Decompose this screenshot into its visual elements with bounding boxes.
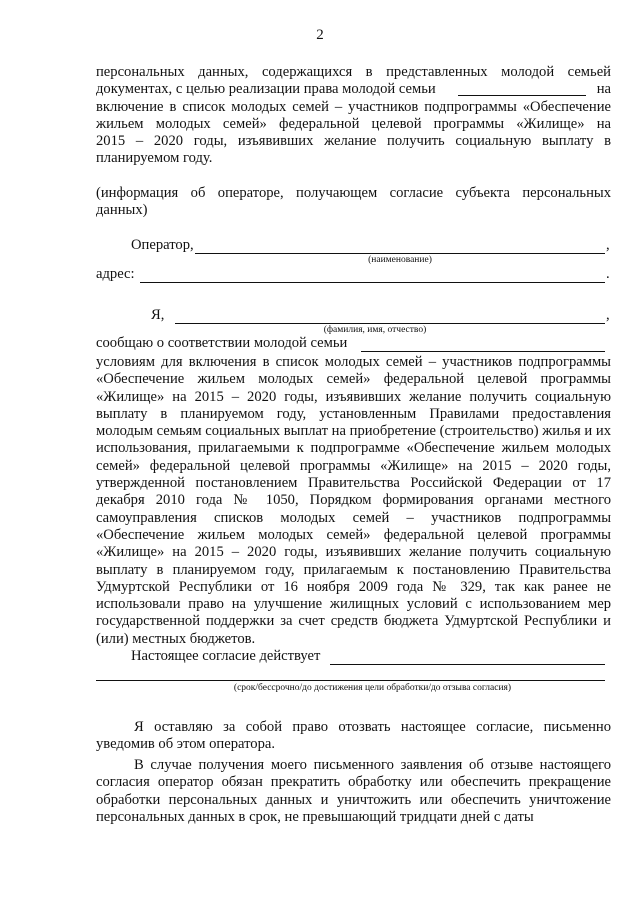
revoke-paragraph <box>96 719 611 754</box>
para1-line-1: персональных данных, содержащихся в представленных молодой семьей <box>96 64 611 80</box>
address-blank-line <box>140 282 605 283</box>
conditions-paragraph: условиям для включения в список молодых семей – участников подпрограммы «Обеспечение жильем молодых семей» федеральной целевой программы «Жилище» на 2015 – 2020 годы, изъявивших желание получить социальную выплату в планируемом году, установленным Правилами предоставления молодым семьям социальных выплат на приобретение (строительство) жилья и их использования, прилагаемыми к подпрограмме «Обеспечение жильем молодых семей» федеральной целевой программы «Жилище» на 2015 – 2020 годы, утвержденной постановлением Правительства Российской Федерации от 17 декабря 2010 года № 1050, Порядком формирования органами местного самоуправления списков молодых семей – участников подпрограммы «Обеспечение жильем молодых семей» федеральной целевой программы «Жилище» на 2015 – 2020 годы, изъявивших желание получить социальную выплату в планируемом году, прилагаемым к постановлению Правительства Удмуртской Республики от 16 ноября 2009 года № 329, так как ранее не использовали право на улучшение жилищных условий с использованием мер государственной поддержки за счет средств бюджета Удмуртской Республики и (или) местных бюджетов. <box>96 354 611 647</box>
soobshchayu-text: сообщаю о соответствии молодой семьи <box>96 335 348 351</box>
validity-label: Настоящее согласие действует <box>131 648 321 664</box>
ya-label: Я, <box>151 307 165 323</box>
operator-comma: , <box>606 237 610 253</box>
validity-blank-line-2 <box>96 680 605 681</box>
consent-paragraph-1 <box>96 64 611 168</box>
validity-blank-line <box>330 664 605 665</box>
operator-blank-line <box>195 253 605 254</box>
para1-line-2 <box>96 81 611 98</box>
family-name-blank-line <box>458 95 586 96</box>
fio-blank-line <box>175 323 605 324</box>
withdrawal-paragraph <box>96 757 611 826</box>
operator-info: (информация об операторе, получающем согласие субъекта персональных данных) <box>96 185 611 219</box>
revoke-paragraph-text: Я оставляю за собой право отозвать настоящее согласие, письменно уведомив об этом оператора. <box>96 719 611 753</box>
para1-line-6: планируемом году. <box>96 150 213 167</box>
para1-line-2-text: документах, с целью реализации права молодой семьи <box>96 81 436 98</box>
validity-caption: (срок/бессрочно/до достижения цели обработки/до отзыва согласия) <box>233 683 512 693</box>
ya-comma: , <box>606 307 610 323</box>
page-number: 2 <box>316 27 324 43</box>
para1-line-4: жильем молодых семей» федеральной целевой программы «Жилище» на <box>96 115 611 132</box>
para1-line-2-end: на <box>596 81 611 98</box>
operator-caption: (наименование) <box>368 255 432 265</box>
address-label: адрес: <box>96 266 135 282</box>
fio-caption: (фамилия, имя, отчество) <box>323 325 427 335</box>
family-blank-line <box>361 351 605 352</box>
para1-line-3: включение в список молодых семей – участников подпрограммы «Обеспечение <box>96 98 611 115</box>
operator-label: Оператор, <box>131 237 194 253</box>
withdrawal-paragraph-text: В случае получения моего письменного заявления об отзыве настоящего согласия оператор обязан прекратить обработку или обеспечить прекращение обработки персональных данных и уничтожить или обеспечить уничтожение персональных данных в срок, не превышающий тридцати дней с даты <box>96 757 611 825</box>
address-period: . <box>606 266 610 282</box>
para1-line-5: 2015 – 2020 годы, изъявивших желание получить социальную выплату в <box>96 133 611 150</box>
